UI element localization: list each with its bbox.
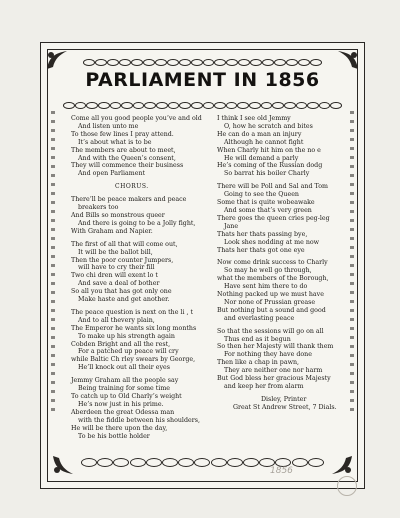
verse-line: With Graham and Napier. xyxy=(71,227,153,235)
verse-line: Some that is quite wobeawake xyxy=(217,199,315,207)
verse-line: and everlasting peace xyxy=(224,314,295,322)
verse-line: So that the sessions will go on all xyxy=(217,327,324,335)
corner-ornament-bottom-right xyxy=(330,454,354,476)
verse-line: For nothing they have done xyxy=(224,351,312,359)
verse-line: Two chi dren will exent lo t xyxy=(71,272,158,280)
verse-line: To make up his strength again xyxy=(78,332,175,340)
stanza xyxy=(71,115,211,178)
verse-line: Although he cannot fight xyxy=(224,138,304,146)
verse-line: Come all you good people you’ve and old xyxy=(71,115,202,122)
verse-line: Look shes nodding at me now xyxy=(224,238,320,246)
verse-line: Cobden Bright and all the rest, xyxy=(71,340,171,348)
library-stamp xyxy=(337,476,357,496)
verse-line: So then her Majesty will thank them xyxy=(217,343,334,351)
printer-name: Disley, Printer xyxy=(261,395,307,403)
verse-line: Thats her thats got one eye xyxy=(217,246,305,254)
verse-line: And open Parliament xyxy=(78,170,146,178)
stanza xyxy=(217,115,357,178)
verse-line: The peace question is next on the li , t xyxy=(71,308,194,316)
verse-line: And with the Queen’s consent, xyxy=(78,154,176,162)
stanza xyxy=(217,328,357,391)
corner-ornament-top-left xyxy=(45,49,69,71)
verse-line: So all you that has got only one xyxy=(71,288,172,296)
page-title: PARLIAMENT IN 1856 xyxy=(85,69,320,91)
verse-line: O, how he scratch and bites xyxy=(224,122,313,130)
verse-line: And Bills so monstrous queer xyxy=(71,211,165,219)
verse-line: To be his bottle holder xyxy=(78,432,150,440)
verse-line: So may he well go through, xyxy=(224,267,312,275)
verse-line: will have to cry their fill xyxy=(78,264,155,272)
chorus-heading: CHORUS. xyxy=(115,183,149,191)
stanza xyxy=(71,309,211,372)
verse-line: They are neither one nor harm xyxy=(224,367,323,375)
broadside-sheet xyxy=(40,42,365,489)
verse-line: He will be there upon the day, xyxy=(71,424,168,432)
verse-line: He will demand a parly xyxy=(224,154,299,162)
verse-line: Jane xyxy=(224,222,239,230)
verse-line: So barrat his boiler Charly xyxy=(224,170,310,178)
stanza xyxy=(71,377,211,440)
printer-address: Great St Andrew Street, 7 Dials. xyxy=(233,403,337,411)
verse-line: with the fiddle between his shoulders, xyxy=(78,416,200,424)
verse-line: Jemmy Graham all the people say xyxy=(71,377,179,385)
verse-line: Now come drink success to Charly xyxy=(217,259,328,267)
verse-line: They will commence their business xyxy=(71,162,184,170)
verse-line: He’s now just in his prime. xyxy=(78,400,164,408)
verse-line: The members are about to meet, xyxy=(71,146,176,154)
vine-border-left xyxy=(51,111,55,411)
verse-line: And save a deal of bother xyxy=(78,280,160,288)
verse-line: Thats her thats passing bye, xyxy=(217,230,308,238)
verse-line: Then like a chap in pawn, xyxy=(217,359,300,367)
verse-line: It will be the ballot bill, xyxy=(78,248,153,256)
printer-imprint xyxy=(217,396,357,412)
corner-ornament-bottom-left xyxy=(51,454,75,476)
verse-line: There goes the queen cries peg-leg xyxy=(217,214,330,222)
verse-line: When Charly hit him on the no e xyxy=(217,146,321,154)
verse-line: Going to see the Queen xyxy=(224,191,299,199)
verse-line: And there is going to be a Jolly fight, xyxy=(78,219,196,227)
verse-line: For a patched up peace will cry xyxy=(78,348,179,356)
verse-line: He’s coming of the Russian dodg xyxy=(217,162,323,170)
verse-line: The Emperor he wants six long months xyxy=(71,324,197,332)
verse-line: Aberdeen the great Odessa man xyxy=(71,408,175,416)
chain-border-bottom xyxy=(81,458,324,466)
stanza xyxy=(71,241,211,304)
verse-line: Have sent him there to do xyxy=(224,283,308,291)
verse-line: And listen unto me xyxy=(78,122,139,130)
verse-line: I think I see old Jemmy xyxy=(217,115,291,122)
stanza xyxy=(217,259,357,322)
verse-line: Make haste and get another. xyxy=(78,296,170,304)
verse-line: And to all thevery plain, xyxy=(78,316,155,324)
verse-line: But God bless her gracious Majesty xyxy=(217,375,331,383)
verse-line: To those few lines I pray attend. xyxy=(71,130,174,138)
verse-line: what the members of the Borough, xyxy=(217,275,329,283)
verse-column-right xyxy=(217,115,357,412)
verse-column-left xyxy=(71,115,211,445)
verse-line: The first of all that will come out, xyxy=(71,240,178,248)
stanza xyxy=(217,183,357,254)
verse-line: while Baltic Ch rley swears by George, xyxy=(71,356,196,364)
verse-line: And some that’s very green xyxy=(224,206,312,214)
stanza xyxy=(71,183,211,191)
verse-line: Thus end as it begun xyxy=(224,335,291,343)
verse-line: Nor none of Prussian grease xyxy=(224,298,316,306)
corner-ornament-top-right xyxy=(336,49,360,71)
chain-border-top xyxy=(83,58,322,66)
verse-line: Nothing packed up we must have xyxy=(217,291,324,299)
verse-line: He’ll knock out all their eyes xyxy=(78,364,170,372)
stanza xyxy=(71,196,211,236)
verse-line: breakers too xyxy=(78,204,119,212)
verse-line: There will be Poll and Sal and Tom xyxy=(217,183,328,191)
verse-line: There’ll be peace makers and peace xyxy=(71,196,187,204)
verse-line: To catch up to Old Charly’s weight xyxy=(71,393,182,400)
verse-line: Being training for some time xyxy=(78,385,171,393)
verse-line: But nothing but a sound and good xyxy=(217,306,326,314)
pencil-note: 1856 xyxy=(270,466,293,476)
verse-line: Then the poor counter Jumpers, xyxy=(71,256,174,264)
chain-divider xyxy=(63,101,342,109)
verse-line: and keep her from alarm xyxy=(224,383,304,390)
verse-line: He can do a man an injury xyxy=(217,130,302,138)
verse-line: It’s about what is to be xyxy=(78,138,152,146)
